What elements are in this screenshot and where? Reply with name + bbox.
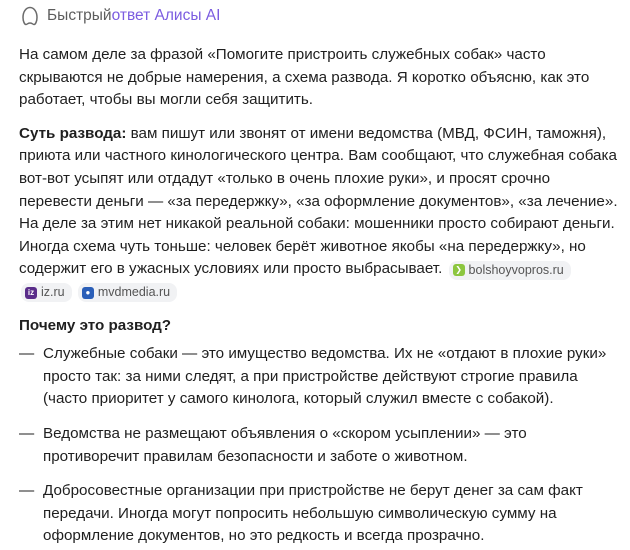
dash-marker: —: [19, 424, 35, 442]
list-item: [19, 423, 619, 468]
dash-marker: —: [19, 482, 35, 500]
source-label: iz.ru: [41, 285, 65, 300]
list-item: [19, 343, 619, 411]
dash-marker: —: [19, 345, 35, 363]
source-chip-iz[interactable]: [21, 283, 72, 302]
list-item: [19, 480, 619, 548]
source-chip-bolshoyvopros[interactable]: [449, 261, 571, 280]
source-chip-mvdmedia[interactable]: [78, 283, 177, 302]
alice-logo-icon: [21, 6, 39, 26]
mvdmedia-favicon: ●: [82, 287, 94, 299]
iz-favicon: iz: [25, 287, 37, 299]
source-label: mvdmedia.ru: [97, 285, 171, 300]
list-item-text: Служебные собаки — это имущество ведомства. Их не «отдают в плохие руки» просто так: за ними следят, а при пристройстве действуют строгие правила (часто приоритет у самого кинолога, который служил вместе с собакой).: [43, 345, 607, 408]
answer-body: [19, 44, 619, 550]
header-prefix: Быстрый: [47, 7, 112, 24]
scheme-lead: Суть развода:: [19, 124, 127, 142]
list-item-text: Добросовестные организации при пристройстве не берут денег за сам факт передачи. Иногда могут попросить небольшую символическую сумму на оформление документов, но это редкость и всегда прозрачно.: [43, 482, 583, 545]
section-heading: Почему это развод?: [19, 316, 172, 334]
header-accent-title: ответ Алисы AI: [111, 7, 221, 24]
reasons-list: [19, 343, 619, 548]
scheme-text: вам пишут или звонят от имени ведомства (МВД, ФСИН, таможня), приюта или частного кинологического центра. Вам сообщают, что служебная собака вот-вот усыпят или отдадут «только в очень плохие руки», и просят срочно перевести деньги — «за передержку», «за оформление документов», «за лечение». На деле за этим нет никакой реальной собаки: мошенники просто собирают деньги. Иногда схема чуть тоньше: человек берёт животное якобы «на передержку», но содержит его в ужасных условиях или просто выбрасывает.: [19, 124, 618, 278]
list-item-text: Ведомства не размещают объявления о «скором усыплении» — это противоречит правилам безопасности и заботе о животном.: [43, 424, 527, 465]
scheme-paragraph: [19, 123, 619, 304]
bolshoyvopros-favicon: ❯: [453, 264, 465, 276]
answer-header: [21, 4, 220, 28]
intro-paragraph: На самом деле за фразой «Помогите пристроить служебных собак» часто скрываются не добрые намерения, а схема развода. Я коротко объясню, как это работает, чтобы вы могли себя защитить.: [19, 46, 590, 109]
source-label: bolshoyvopros.ru: [468, 262, 564, 277]
